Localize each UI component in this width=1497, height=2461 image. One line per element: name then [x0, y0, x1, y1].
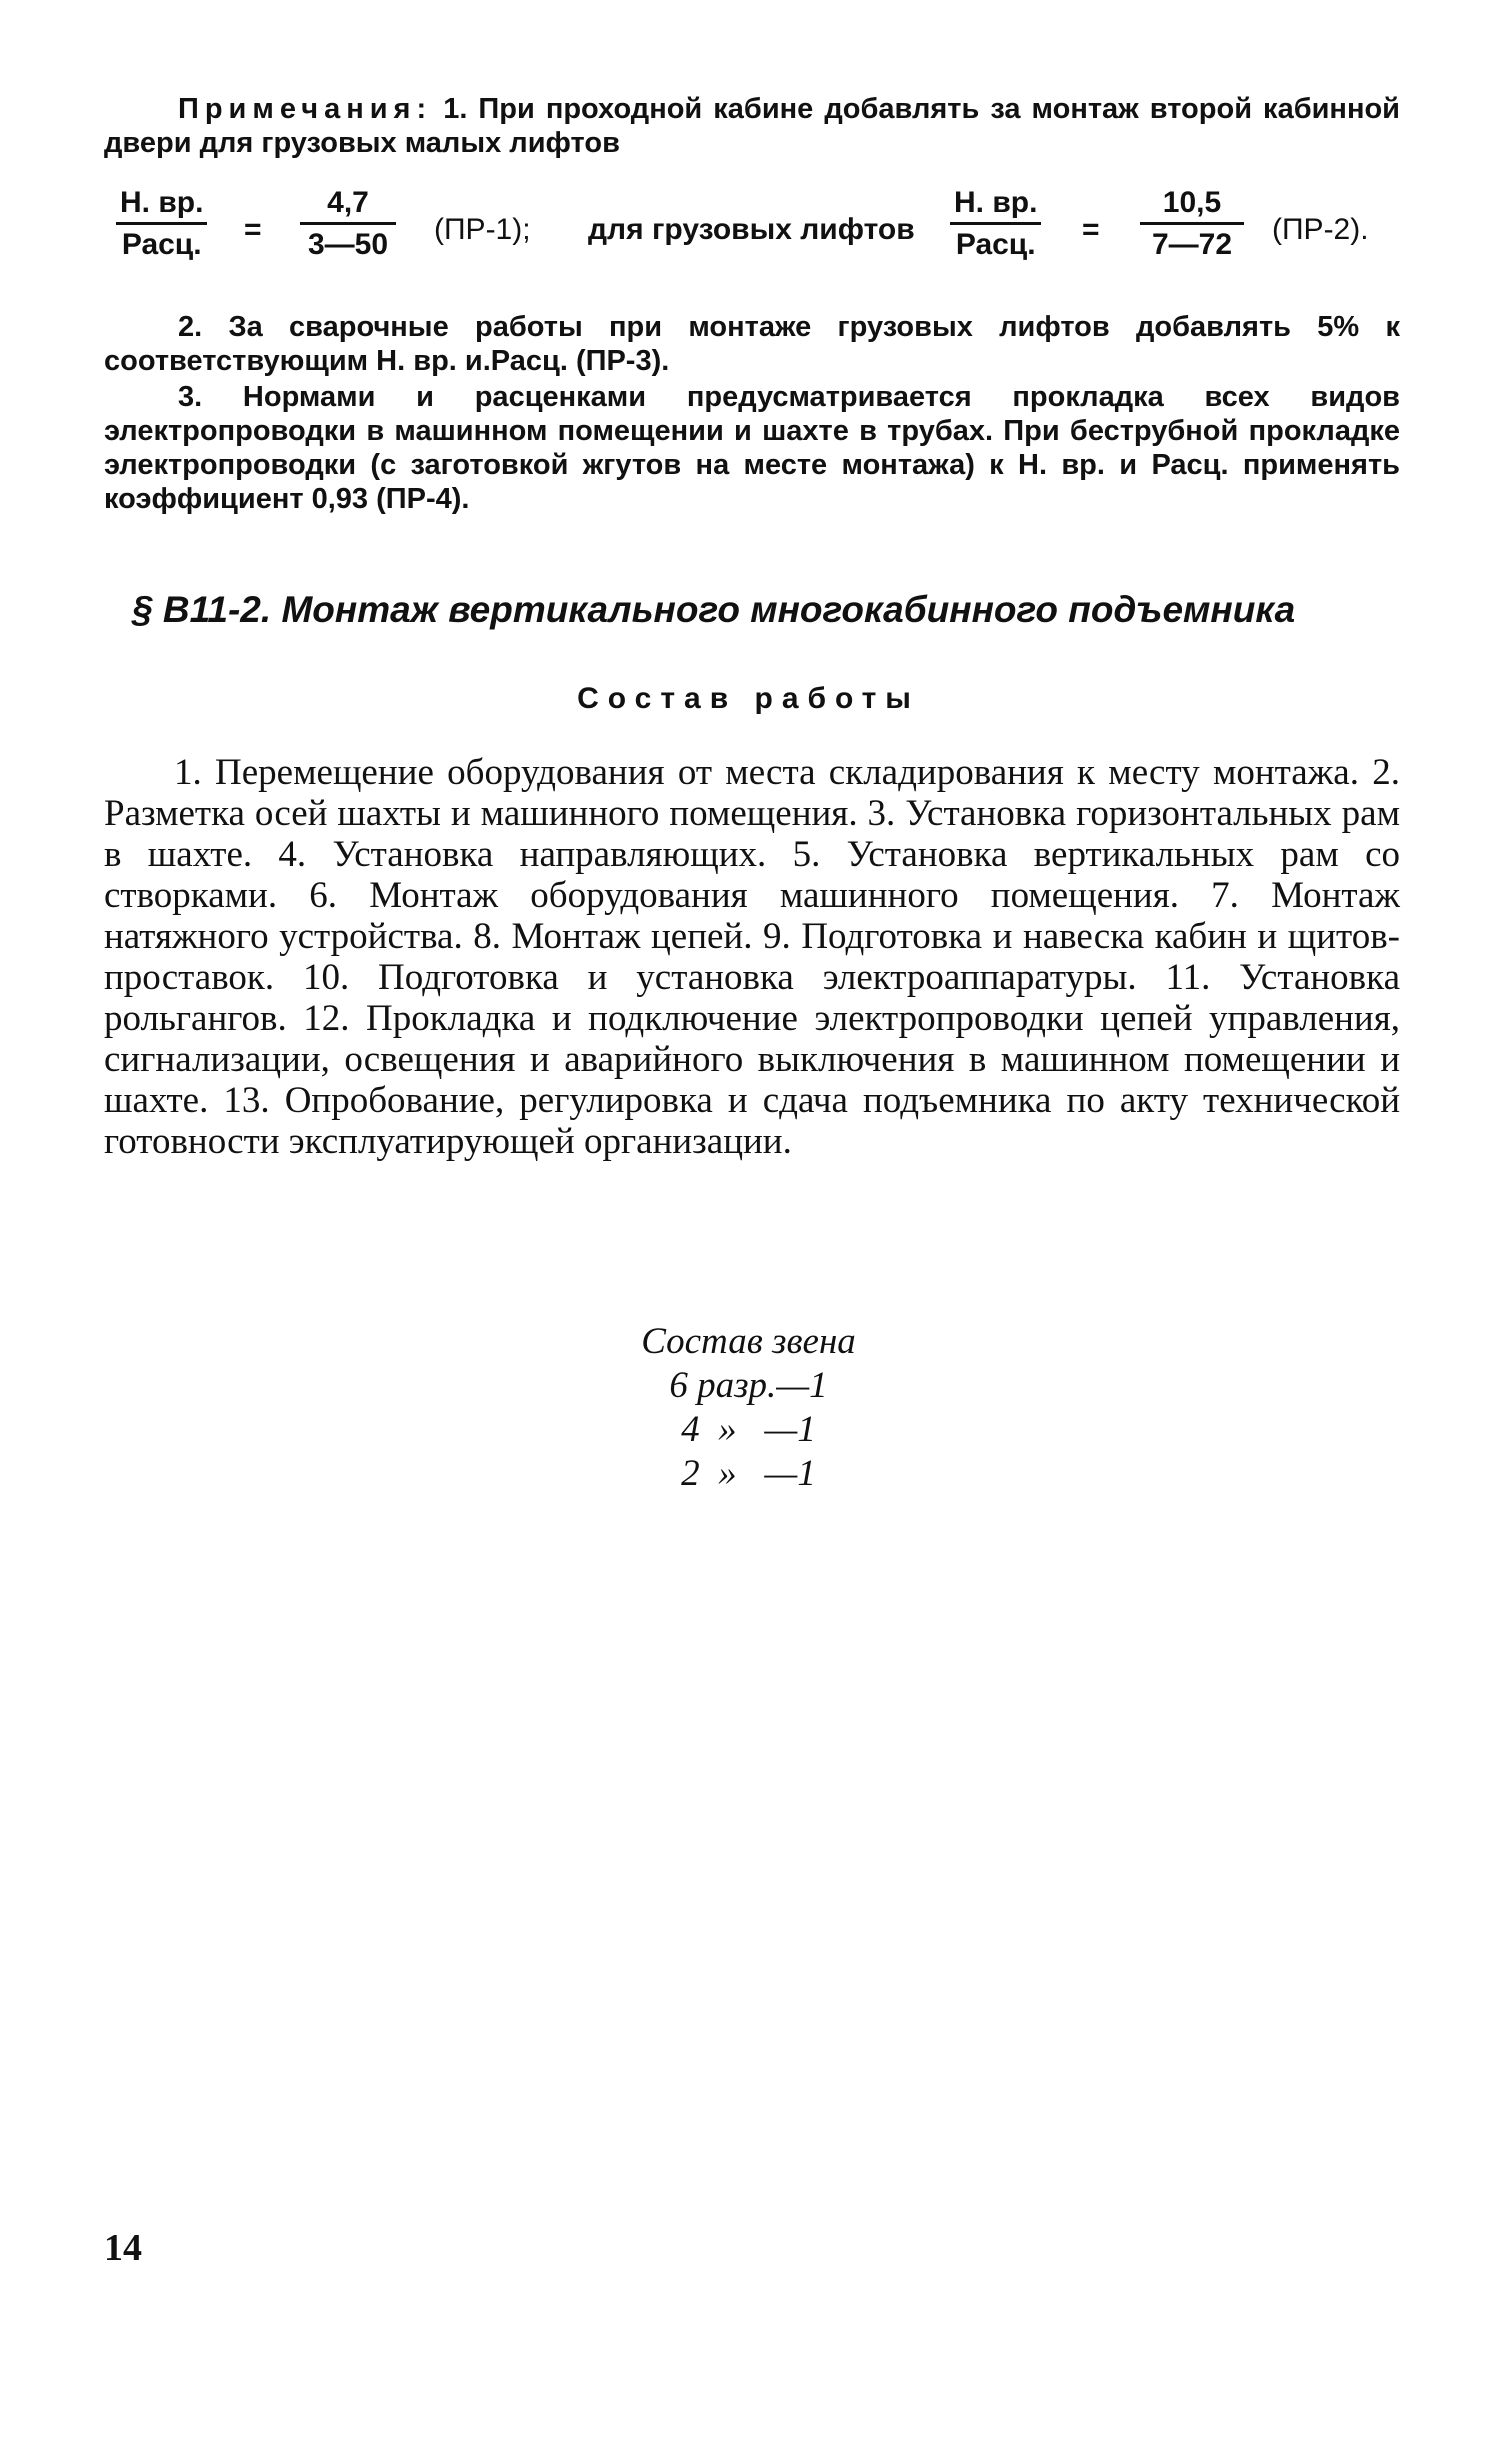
crew-composition	[0, 1320, 1497, 1496]
fraction-denominator: 3—50	[307, 228, 389, 261]
fraction-numerator: 10,5	[1140, 186, 1244, 225]
fraction-denominator: 7—72	[1151, 228, 1233, 261]
crew-row: 2 » —1	[681, 1453, 816, 1494]
formula-row	[104, 186, 1400, 280]
work-composition-heading: Состав работы	[577, 682, 920, 715]
note-2-text: 2. За сварочные работы при монтаже грузовых лифтов добавлять 5% к соответствующим Н. вр. и.Расц. (ПР-3).	[104, 311, 1400, 377]
fraction-numerator: Н. вр.	[950, 186, 1041, 225]
notes-label: Примечания:	[178, 93, 433, 125]
crew-row: 6 разр.—1	[669, 1365, 828, 1406]
fraction-norm-time	[116, 186, 207, 263]
crew-row: 4 » —1	[681, 1409, 816, 1450]
code-pr2: (ПР-2).	[1272, 213, 1369, 246]
note-1	[104, 92, 1400, 160]
fraction-value-1	[300, 186, 396, 263]
note-2	[104, 310, 1400, 378]
code-pr1: (ПР-1);	[434, 213, 531, 246]
equals-sign: =	[1082, 213, 1100, 246]
fraction-numerator: 4,7	[300, 186, 396, 225]
fraction-value-2	[1140, 186, 1244, 263]
equals-sign: =	[244, 213, 262, 246]
work-composition-body: 1. Перемещение оборудования от места складирования к месту монтажа. 2. Разметка осей шахты и машинного помещения. 3. Установка горизонтальных рам в шахте. 4. Установка направляющих. 5. Установка вертикальных рам со створками. 6. Монтаж оборудования машинного помещения. 7. Монтаж натяжного устройства. 8. Монтаж цепей. 9. Подготовка и навеска кабин и щитов-проставок. 10. Подготовка и установка электроаппаратуры. 11. Установка рольгангов. 12. Прокладка и подключение электропроводки цепей управления, сигнализации, освещения и аварийного выключения в машинном помещении и шахте. 13. Опробование, регулировка и сдача подъемника по акту технической готовности эксплуатирующей организации.	[104, 752, 1400, 1162]
fraction-norm-time-2	[950, 186, 1041, 263]
page-number: 14	[104, 2227, 142, 2269]
fraction-denominator: Расц.	[121, 228, 202, 261]
section-title: § В11-2. Монтаж вертикального многокабинного подъемника	[132, 589, 1296, 630]
note-3-text: 3. Нормами и расценками предусматривается прокладка всех видов электропроводки в машинном помещении и шахте в трубах. При беструбной прокладке электропроводки (с заготовкой жгутов на месте монтажа) к Н. вр. и Расц. применять коэффициент 0,93 (ПР-4).	[104, 381, 1400, 515]
formula-middle-text: для грузовых лифтов	[588, 213, 915, 246]
note-3	[104, 380, 1400, 516]
note-1-text: 1. При проходной кабине добавлять за монтаж второй кабинной двери для грузовых малых лифтов	[104, 93, 1401, 159]
fraction-denominator: Расц.	[955, 228, 1036, 261]
fraction-numerator: Н. вр.	[116, 186, 207, 225]
crew-title: Состав звена	[641, 1321, 856, 1362]
